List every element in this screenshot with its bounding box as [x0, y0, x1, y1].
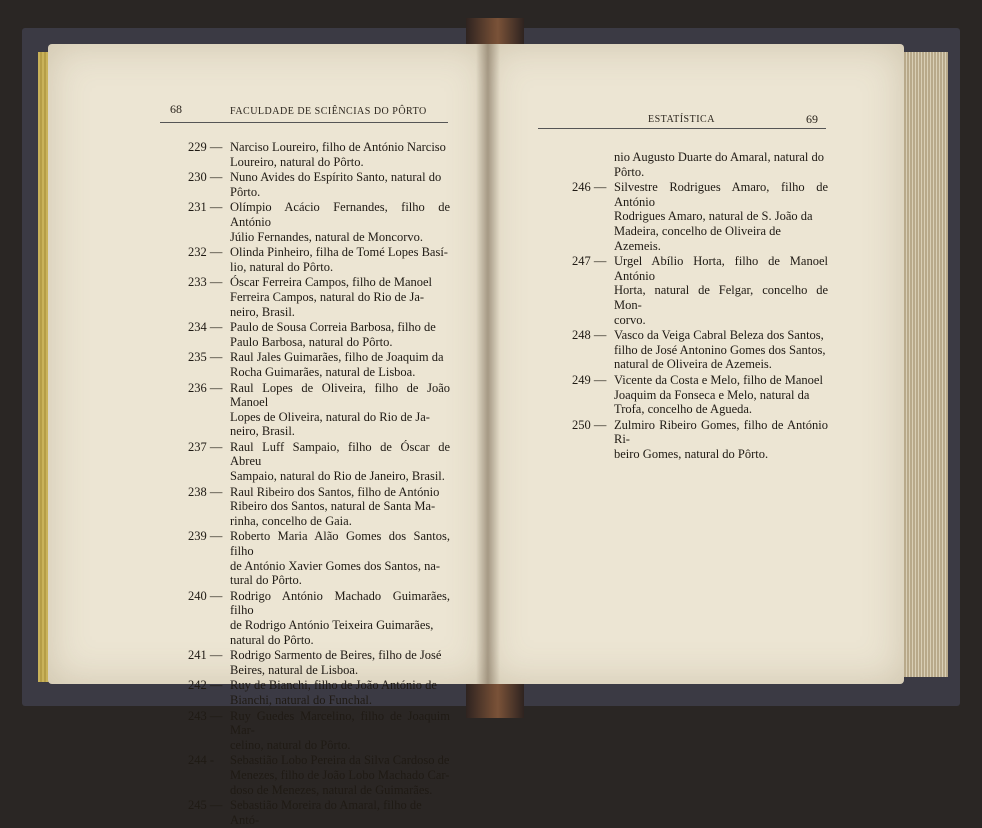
entry-line: rinha, concelho de Gaia.: [230, 513, 352, 528]
entry-line: Pôrto.: [614, 164, 645, 179]
list-item: [188, 320, 450, 349]
list-item: [188, 798, 450, 827]
right-header-rule: [538, 128, 826, 129]
entry-line: Raul Luff Sampaio, filho de Óscar de Abreu: [230, 439, 450, 469]
list-item: [188, 350, 450, 379]
entry-line: Ribeiro dos Santos, natural de Santa Ma-: [230, 499, 436, 514]
entry-number: 231 —: [188, 200, 223, 215]
list-item: [572, 373, 828, 417]
entry-line: Pôrto.: [230, 184, 261, 199]
list-item: [188, 678, 450, 707]
list-item: [572, 418, 828, 462]
entry-line: Nuno Avides do Espírito Santo, natural do: [230, 170, 442, 185]
left-running-header: FACULDADE DE SCIÊNCIAS DO PÔRTO: [230, 106, 427, 117]
list-item: [188, 709, 450, 753]
entry-line: Sampaio, natural do Rio de Janeiro, Brasil.: [230, 469, 445, 484]
list-item: [188, 140, 450, 169]
entry-line: Joaquim da Fonseca e Melo, natural da: [614, 387, 810, 402]
entry-line: natural do Pôrto.: [230, 632, 314, 647]
entry-line: Roberto Maria Alão Gomes dos Santos, filho: [230, 529, 450, 559]
entry-line: Ruy de Bianchi, filho de João António de: [230, 678, 437, 693]
entry-line: Loureiro, natural do Pôrto.: [230, 154, 364, 169]
entry-line: Rodrigo Sarmento de Beires, filho de José: [230, 648, 442, 663]
entry-number: 235 —: [188, 350, 223, 365]
entry-line: Beires, natural de Lisboa.: [230, 662, 359, 677]
left-entries-list: [188, 140, 450, 828]
list-item: [572, 180, 828, 253]
entry-line: lio, natural do Pôrto.: [230, 259, 334, 274]
entry-line: Júlio Fernandes, natural de Moncorvo.: [230, 229, 424, 244]
entry-line: celino, natural do Pôrto.: [230, 737, 351, 752]
entry-line: filho de José Antonino Gomes dos Santos,: [614, 342, 826, 357]
entry-line: Raul Jales Guimarães, filho de Joaquim da: [230, 350, 444, 365]
entry-line: Sebastião Moreira do Amaral, filho de Antó-: [230, 798, 422, 827]
list-item: [572, 254, 828, 327]
entry-number: 233 —: [188, 275, 223, 290]
list-item: [188, 753, 450, 797]
entry-line: Olímpio Acácio Fernandes, filho de António: [230, 200, 450, 229]
entry-line: neiro, Brasil.: [230, 304, 295, 319]
right-entries-list: [572, 150, 828, 462]
entry-line: Sebastião Lobo Pereira da Silva Cardoso de: [230, 753, 450, 768]
entry-line: beiro Gomes, natural do Pôrto.: [614, 446, 769, 461]
entry-number: 246 —: [572, 180, 607, 195]
left-page-number: 68: [170, 102, 182, 116]
entry-line: Bianchi, natural do Funchal.: [230, 692, 372, 707]
continuation-entry: [572, 150, 828, 179]
list-item: [188, 170, 450, 199]
entry-number: 241 —: [188, 648, 223, 663]
entry-line: Horta, natural de Felgar, concelho de Mon-: [614, 283, 828, 312]
entry-number: 247 —: [572, 254, 607, 269]
list-item: [188, 529, 450, 587]
entry-line: Rodrigo António Machado Guimarães, filho: [230, 588, 450, 618]
entry-line: Trofa, concelho de Agueda.: [614, 402, 753, 417]
entry-line: Madeira, concelho de Oliveira de Azemeis.: [614, 223, 781, 253]
entry-line: de António Xavier Gomes dos Santos, na-: [230, 558, 441, 573]
entry-number: 245 —: [188, 798, 223, 813]
entry-line: Olinda Pinheiro, filha de Tomé Lopes Basí-: [230, 245, 448, 260]
list-item: [572, 328, 828, 372]
entry-line: Raul Ribeiro dos Santos, filho de António: [230, 484, 440, 499]
entry-line: Paulo de Sousa Correia Barbosa, filho de: [230, 320, 436, 335]
entry-number: 250 —: [572, 417, 607, 432]
entry-number: 244 -: [188, 753, 215, 768]
entry-number: 243 —: [188, 708, 223, 723]
entry-line: Vasco da Veiga Cabral Beleza dos Santos,: [614, 328, 824, 343]
entry-number: 240 —: [188, 588, 223, 603]
entry-line: Rocha Guimarães, natural de Lisboa.: [230, 364, 416, 379]
entry-line: Óscar Ferreira Campos, filho de Manoel: [230, 275, 433, 290]
entry-line: Zulmiro Ribeiro Gomes, filho de António Ri-: [614, 417, 828, 447]
list-item: [188, 648, 450, 677]
entry-line: Ruy Guedes Marcelino, filho de Joaquim Mar-: [230, 708, 450, 738]
list-item: [188, 485, 450, 529]
entry-line: Menezes, filho de João Lobo Machado Car-: [230, 767, 450, 782]
entry-number: 237 —: [188, 439, 223, 454]
entry-line: natural de Oliveira de Azemeis.: [614, 357, 772, 372]
entry-line: corvo.: [614, 312, 646, 327]
list-item: [188, 245, 450, 274]
entry-number: 234 —: [188, 320, 223, 335]
entry-number: 238 —: [188, 484, 223, 499]
entry-number: 242 —: [188, 678, 223, 693]
entry-number: 232 —: [188, 245, 223, 260]
right-running-header: ESTATÍSTICA: [648, 114, 715, 125]
entry-number: 229 —: [188, 140, 223, 154]
entry-number: 248 —: [572, 328, 607, 343]
entry-line: Rodrigues Amaro, natural de S. João da: [614, 209, 813, 224]
entry-number: 230 —: [188, 170, 223, 185]
entry-line: Silvestre Rodrigues Amaro, filho de António: [614, 180, 828, 209]
entry-line: tural do Pôrto.: [230, 573, 302, 588]
entry-line: Lopes de Oliveira, natural do Rio de Ja-: [230, 409, 430, 424]
list-item: [188, 440, 450, 484]
list-item: [188, 381, 450, 439]
right-page-number: 69: [806, 112, 818, 126]
entry-line: neiro, Brasil.: [230, 424, 295, 439]
entry-line: Paulo Barbosa, natural do Pôrto.: [230, 334, 393, 349]
left-header-rule: [160, 122, 448, 123]
entry-line: nio Augusto Duarte do Amaral, natural do: [614, 150, 825, 164]
entry-line: Raul Lopes de Oliveira, filho de João Manoel: [230, 380, 450, 410]
list-item: [188, 589, 450, 647]
entry-number: 239 —: [188, 529, 223, 544]
list-item: [188, 200, 450, 244]
entry-line: de Rodrigo António Teixeira Guimarães,: [230, 618, 434, 632]
right-page-edges: [900, 52, 948, 677]
list-item: [188, 275, 450, 319]
page-gutter: [476, 44, 500, 684]
entry-number: 249 —: [572, 372, 607, 387]
entry-line: Ferreira Campos, natural do Rio de Ja-: [230, 289, 425, 304]
entry-line: doso de Menezes, natural de Guimarães.: [230, 782, 433, 797]
entry-number: 236 —: [188, 380, 223, 395]
entry-line: Narciso Loureiro, filho de António Narciso: [230, 140, 446, 154]
entry-line: Urgel Abílio Horta, filho de Manoel António: [614, 254, 828, 283]
entry-line: Vicente da Costa e Melo, filho de Manoel: [614, 372, 823, 387]
